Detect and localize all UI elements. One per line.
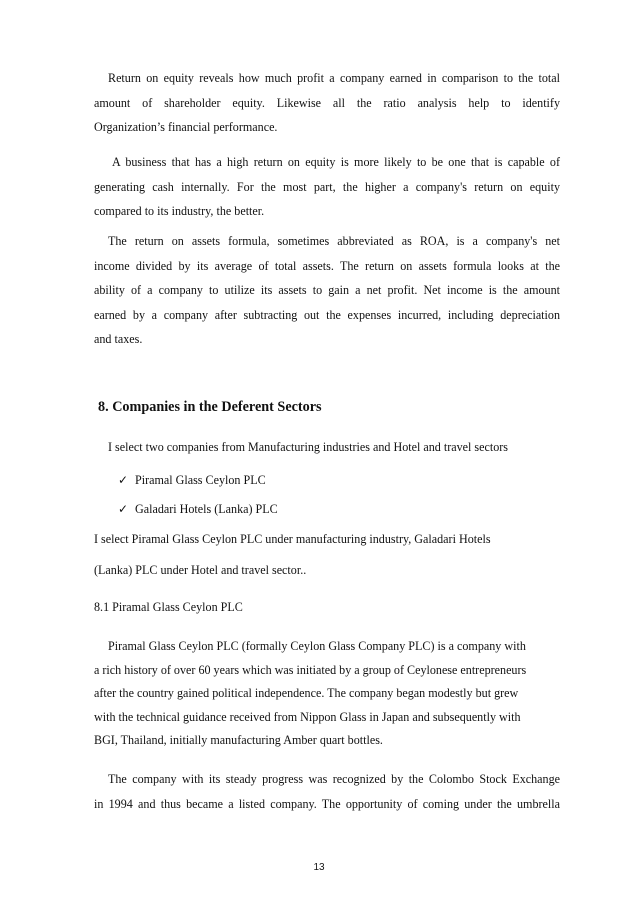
text-line: ability of a company to utilize its assets to gain a net profit. Net income is the amount xyxy=(94,283,560,297)
checklist-item xyxy=(118,470,266,490)
text-line: after the country gained political independence. The company began modestly but grew xyxy=(94,686,519,700)
text-line: in 1994 and thus became a listed company. The opportunity of coming under the umbrella xyxy=(94,796,560,811)
text-line: generating cash internally. For the most part, the higher a company's return on equity xyxy=(94,179,560,194)
checklist-item xyxy=(118,499,278,519)
text-line: I select Piramal Glass Ceylon PLC under manufacturing industry, Galadari Hotels xyxy=(94,532,491,546)
checkmark-icon: ✓ xyxy=(118,502,129,516)
text-line: income divided by its average of total assets. The return on assets formula looks at the xyxy=(94,258,560,273)
paragraph-cse-listing xyxy=(94,767,560,816)
section-heading: 8. Companies in the Deferent Sectors xyxy=(98,399,322,415)
text-line: A business that has a high return on equity is more likely to be one that is capable of xyxy=(112,155,560,169)
paragraph-roe-intro xyxy=(94,66,560,140)
text-line: The company with its steady progress was recognized by the Colombo Stock Exchange xyxy=(108,772,560,786)
checklist-item-label: Piramal Glass Ceylon PLC xyxy=(135,473,266,487)
text-line: Organization’s financial performance. xyxy=(94,120,278,134)
text-line: BGI, Thailand, initially manufacturing Amber quart bottles. xyxy=(94,733,383,747)
text-line: Piramal Glass Ceylon PLC (formally Ceylon Glass Company PLC) is a company with xyxy=(108,639,526,653)
intro-text: I select two companies from Manufacturing industries and Hotel and travel sectors xyxy=(108,440,508,454)
paragraph-roa xyxy=(94,229,560,352)
text-line: amount of shareholder equity. Likewise all the ratio analysis help to identify xyxy=(94,95,560,110)
text-line: a rich history of over 60 years which was initiated by a group of Ceylonese entrepreneurs xyxy=(94,662,527,677)
text-line: The return on assets formula, sometimes abbreviated as ROA, is a company's net xyxy=(108,234,560,248)
paragraph-piramal xyxy=(94,635,560,753)
checklist-item-label: Galadari Hotels (Lanka) PLC xyxy=(135,502,278,516)
subsection-heading: 8.1 Piramal Glass Ceylon PLC xyxy=(94,600,243,614)
text-line: and taxes. xyxy=(94,332,143,346)
text-line: Return on equity reveals how much profit a company earned in comparison to the total xyxy=(108,71,560,85)
text-line: with the technical guidance received from Nippon Glass in Japan and subsequently with xyxy=(94,709,521,724)
page-number: 13 xyxy=(313,862,325,873)
checkmark-icon: ✓ xyxy=(118,473,129,487)
text-line: earned by a company after subtracting out the expenses incurred, including depreciation xyxy=(94,307,560,322)
text-line: compared to its industry, the better. xyxy=(94,204,265,218)
text-line: (Lanka) PLC under Hotel and travel sector.. xyxy=(94,563,307,577)
paragraph-roe-business xyxy=(94,150,560,224)
